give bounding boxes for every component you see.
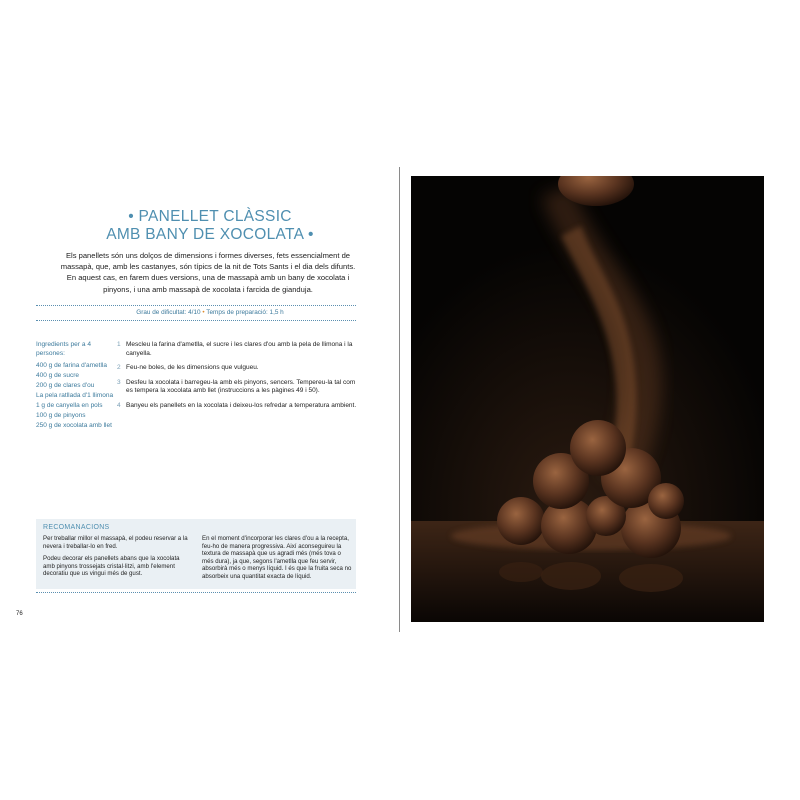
recommendations-left-column (43, 535, 193, 583)
recommendation-text: Per treballar millor el massapà, el podeu reservar a la nevera i treballar-lo en fred. (43, 535, 188, 550)
step-item (117, 341, 357, 358)
ingredients-heading: Ingredients per a 4 persones: (36, 341, 91, 357)
ingredient-item: 400 g de farina d'ametlla (36, 362, 107, 369)
recipe-title (60, 208, 360, 244)
ingredient-item: 250 g de xocolata amb llet (36, 421, 112, 429)
step-text: Desfeu la xocolata i barregeu-la amb els pinyons, sencers. Tempereu-la tal com es tempera la xocolata amb llet (instruccions a les pàgines 49 i 50). (126, 378, 356, 394)
step-number: 1 (117, 341, 121, 348)
meta-separator-icon: • (202, 309, 205, 316)
photo-illustration (411, 176, 764, 622)
step-number: 3 (117, 378, 121, 386)
title-line-2-text: AMB BANY DE XOCOLATA (106, 226, 304, 243)
divider-top (36, 305, 356, 306)
ingredient-item: 400 g de sucre (36, 371, 80, 379)
ingredient-item: 1 g de canyella en pols (36, 401, 103, 409)
difficulty: Grau de dificultat: 4/10 (136, 309, 201, 316)
ingredient-item: La pela ratllada d'1 llimona (36, 391, 114, 399)
chocolate-truffles-photo (411, 176, 764, 622)
book-spine (399, 167, 400, 632)
ingredients-list (36, 362, 114, 432)
title-bullet-icon: • (128, 208, 134, 225)
step-number: 2 (117, 364, 121, 371)
page-number: 76 (16, 611, 23, 617)
ingredient-item: 200 g de clares d'ou (36, 381, 95, 389)
recommendation-text: En el moment d'incorporar les clares d'ou a la recepta, feu-ho de manera progressiva. Així aconseguireu la textura de massapà que us agradi més (més tova o més dura), ja que, segons l'ametlla que feu servir, absorbirà més o menys líquid. I és que la fruita seca no absorbeix una quantitat exacta de líquid. (202, 535, 352, 580)
recommendations-box (36, 519, 356, 589)
recipe-meta (60, 309, 360, 316)
step-item (117, 379, 357, 396)
recommendations-title: RECOMANACIONS (43, 524, 110, 531)
divider-bottom (36, 320, 356, 321)
step-number: 4 (117, 401, 121, 409)
title-bullet-icon: • (308, 226, 314, 243)
steps-list (117, 341, 357, 416)
divider-reco (36, 592, 356, 593)
recommendation-text: Podeu decorar els panellets abans que la xocolata amb pinyons trossejats cristal·litzi, amb l'element decoratiu que us vingui més de gust. (43, 555, 180, 578)
prep-time: Temps de preparació: 1,5 h (206, 309, 284, 316)
title-line-1-text: PANELLET CLÀSSIC (138, 208, 292, 225)
step-item (117, 364, 357, 373)
intro-paragraph: Els panellets són uns dolços de dimensions i formes diverses, fets essencialment de massapà, que, amb les castanyes, són típics de la nit de Tots Sants i el dia dels difunts. En aquest cas, en farem dues versions, una de massapà amb un bany de xocolata i pinyons, i una amb massapà de xocolata i farcida de gianduja. (60, 251, 356, 294)
step-text: Banyeu els panellets en la xocolata i deixeu-los refredar a temperatura ambient. (126, 401, 357, 409)
ingredient-item: 100 g de pinyons (36, 411, 86, 419)
title-line-1 (60, 208, 360, 226)
step-item (117, 402, 357, 411)
title-line-2 (60, 226, 360, 244)
step-text: Feu-ne boles, de les dimensions que vulgueu. (126, 364, 259, 371)
step-text: Mescleu la farina d'ametlla, el sucre i les clares d'ou amb la pela de llimona i la canyella. (126, 341, 353, 357)
left-page (0, 0, 399, 800)
recommendations-right-column (202, 535, 352, 586)
